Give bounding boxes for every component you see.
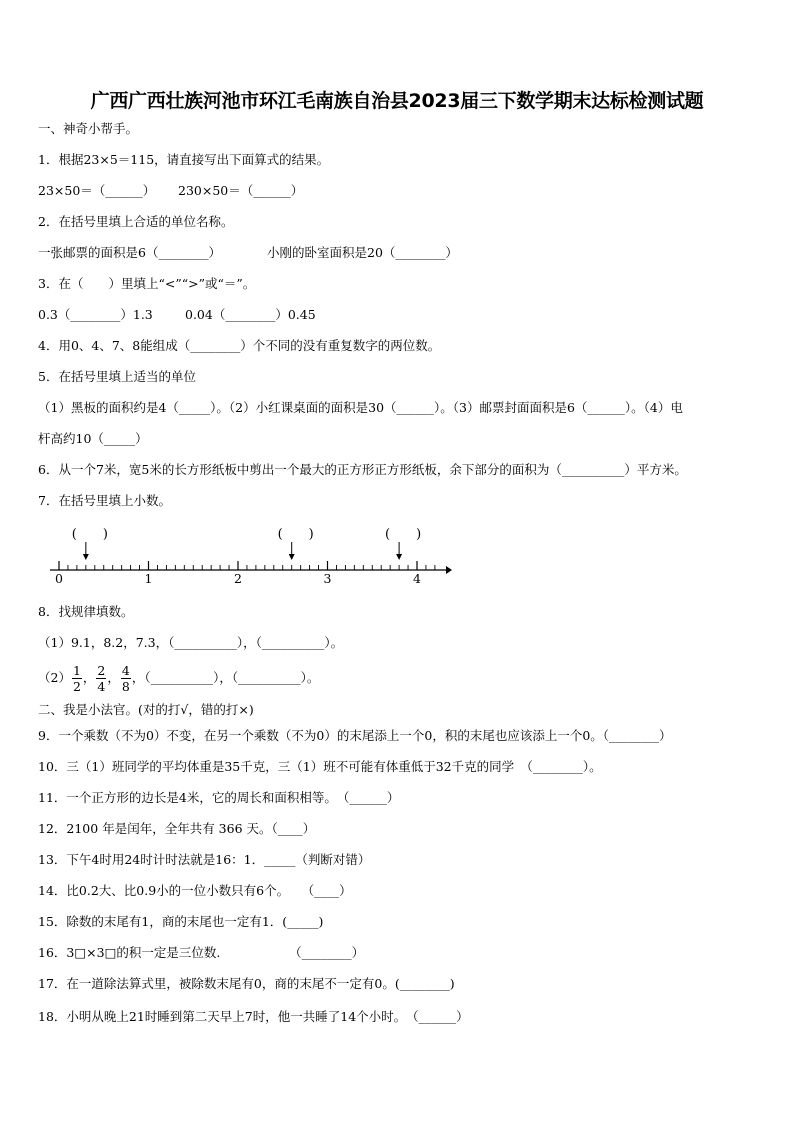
fraction-3-denominator: 8 [121,679,130,694]
question-5-stem: 5．在括号里填上适当的单位 [38,369,196,384]
question-5-line-1: （1）黑板的面积约是4（_____）。（2）小红课桌面的面积是30（______）。（3）邮票封面面积是6（______）。（4）电 [38,400,683,415]
tick-label: 3 [323,571,332,586]
judgment-17: 17．在一道除法算式里，被除数末尾有0，商的末尾不一定有0。(________) [38,976,455,991]
fraction-1 [72,663,82,694]
fraction-1-numerator: 1 [72,663,81,678]
judgment-16: 16．3□×3□的积一定是三位数. （________） [38,945,365,960]
fraction-2-denominator: 4 [97,679,106,694]
judgment-9: 9．一个乘数（不为0）不变，在另一个乘数（不为0）的末尾添上一个0，积的末尾也应该添上一个0。（________） [38,728,672,743]
question-2-part-a: 一张邮票的面积是6（________） [38,245,221,260]
question-8-line-2: （2） $\frac{1}{2}$ ， $\frac{2}{4}$ ， $\frac{4}{8}$ ，（__________），（__________）。 [38,663,320,694]
judgment-18: 18．小明从晚上21时睡到第二天早上7时，他一共睡了14个小时。 （______） [38,1009,469,1024]
question-8-line-1: （1）9.1，8.2，7.3，（__________），（__________）。 [38,635,344,650]
fraction-2-numerator: 2 [97,663,106,678]
question-3-part-b: 0.04（________）0.45 [185,307,316,322]
fraction-3-numerator: 4 [121,663,130,678]
question-2-stem: 2．在括号里填上合适的单位名称。 [38,214,234,229]
answer-blank-2[interactable]: ( ) [277,527,314,542]
judgment-15: 15．除数的末尾有1，商的末尾也一定有1．(_____) [38,914,324,929]
number-line-arrowhead [446,566,452,574]
question-4: 4．用0、4、7、8能组成（________）个不同的没有重复数字的两位数。 [38,338,441,353]
judgment-14: 14．比0.2大、比0.9小的一位小数只有6个。 （____） [38,883,352,898]
fraction-1-denominator: 2 [72,679,81,694]
judgment-11: 11．一个正方形的边长是4米，它的周长和面积相等。 （______） [38,790,400,805]
section-heading-2: 二、我是小法官。(对的打√，错的打×) [38,702,254,717]
answer-blank-1[interactable]: ( ) [71,527,108,542]
question-8-stem: 8．找规律填数。 [38,604,134,619]
question-3-stem: 3．在（ ）里填上“<”“>”或“＝”。 [38,276,256,291]
question-8-line-2-prefix: （2） [38,670,71,685]
pointer-arrowhead-2 [289,554,295,560]
judgment-12: 12．2100 年是闰年，全年共有 366 天。（____） [38,821,316,836]
question-6: 6．从一个7米，宽5米的长方形纸板中剪出一个最大的正方形正方形纸板，余下部分的面积为（__________）平方米。 [38,462,687,477]
fraction-3 [121,663,131,694]
question-1-stem: 1．根据23×5＝115，请直接写出下面算式的结果。 [38,152,330,167]
pointer-arrowhead-1 [83,554,89,560]
question-1-part-a: 23×50＝（______） [38,183,156,198]
tick-label: 4 [413,571,421,586]
question-7-stem: 7．在括号里填上小数。 [38,493,171,508]
judgment-13: 13．下午4时用24时计时法就是16：1．_____（判断对错） [38,852,371,867]
question-2-part-b: 小刚的卧室面积是20（________） [267,245,458,260]
question-5-line-2: 杆高约10（_____） [38,431,148,446]
question-3-part-a: 0.3（________）1.3 [38,307,153,322]
answer-blank-3[interactable]: ( ) [385,527,422,542]
question-1-part-b: 230×50＝（______） [178,183,304,198]
question-8-line-2-suffix: ，（__________），（__________）。 [131,670,320,685]
pointer-arrowhead-3 [396,554,402,560]
tick-label: 2 [234,571,242,586]
number-line [0,522,794,592]
section-heading-1: 一、神奇小帮手。 [38,121,139,136]
tick-label: 1 [144,571,153,586]
page-title: 广西广西壮族河池市环江毛南族自治县2023届三下数学期末达标检测试题 [90,90,704,112]
judgment-10: 10．三（1）班同学的平均体重是35千克，三（1）班不可能有体重低于32千克的同学 （________）。 [38,759,602,774]
tick-label: 0 [55,571,63,586]
fraction-2 [96,663,106,694]
